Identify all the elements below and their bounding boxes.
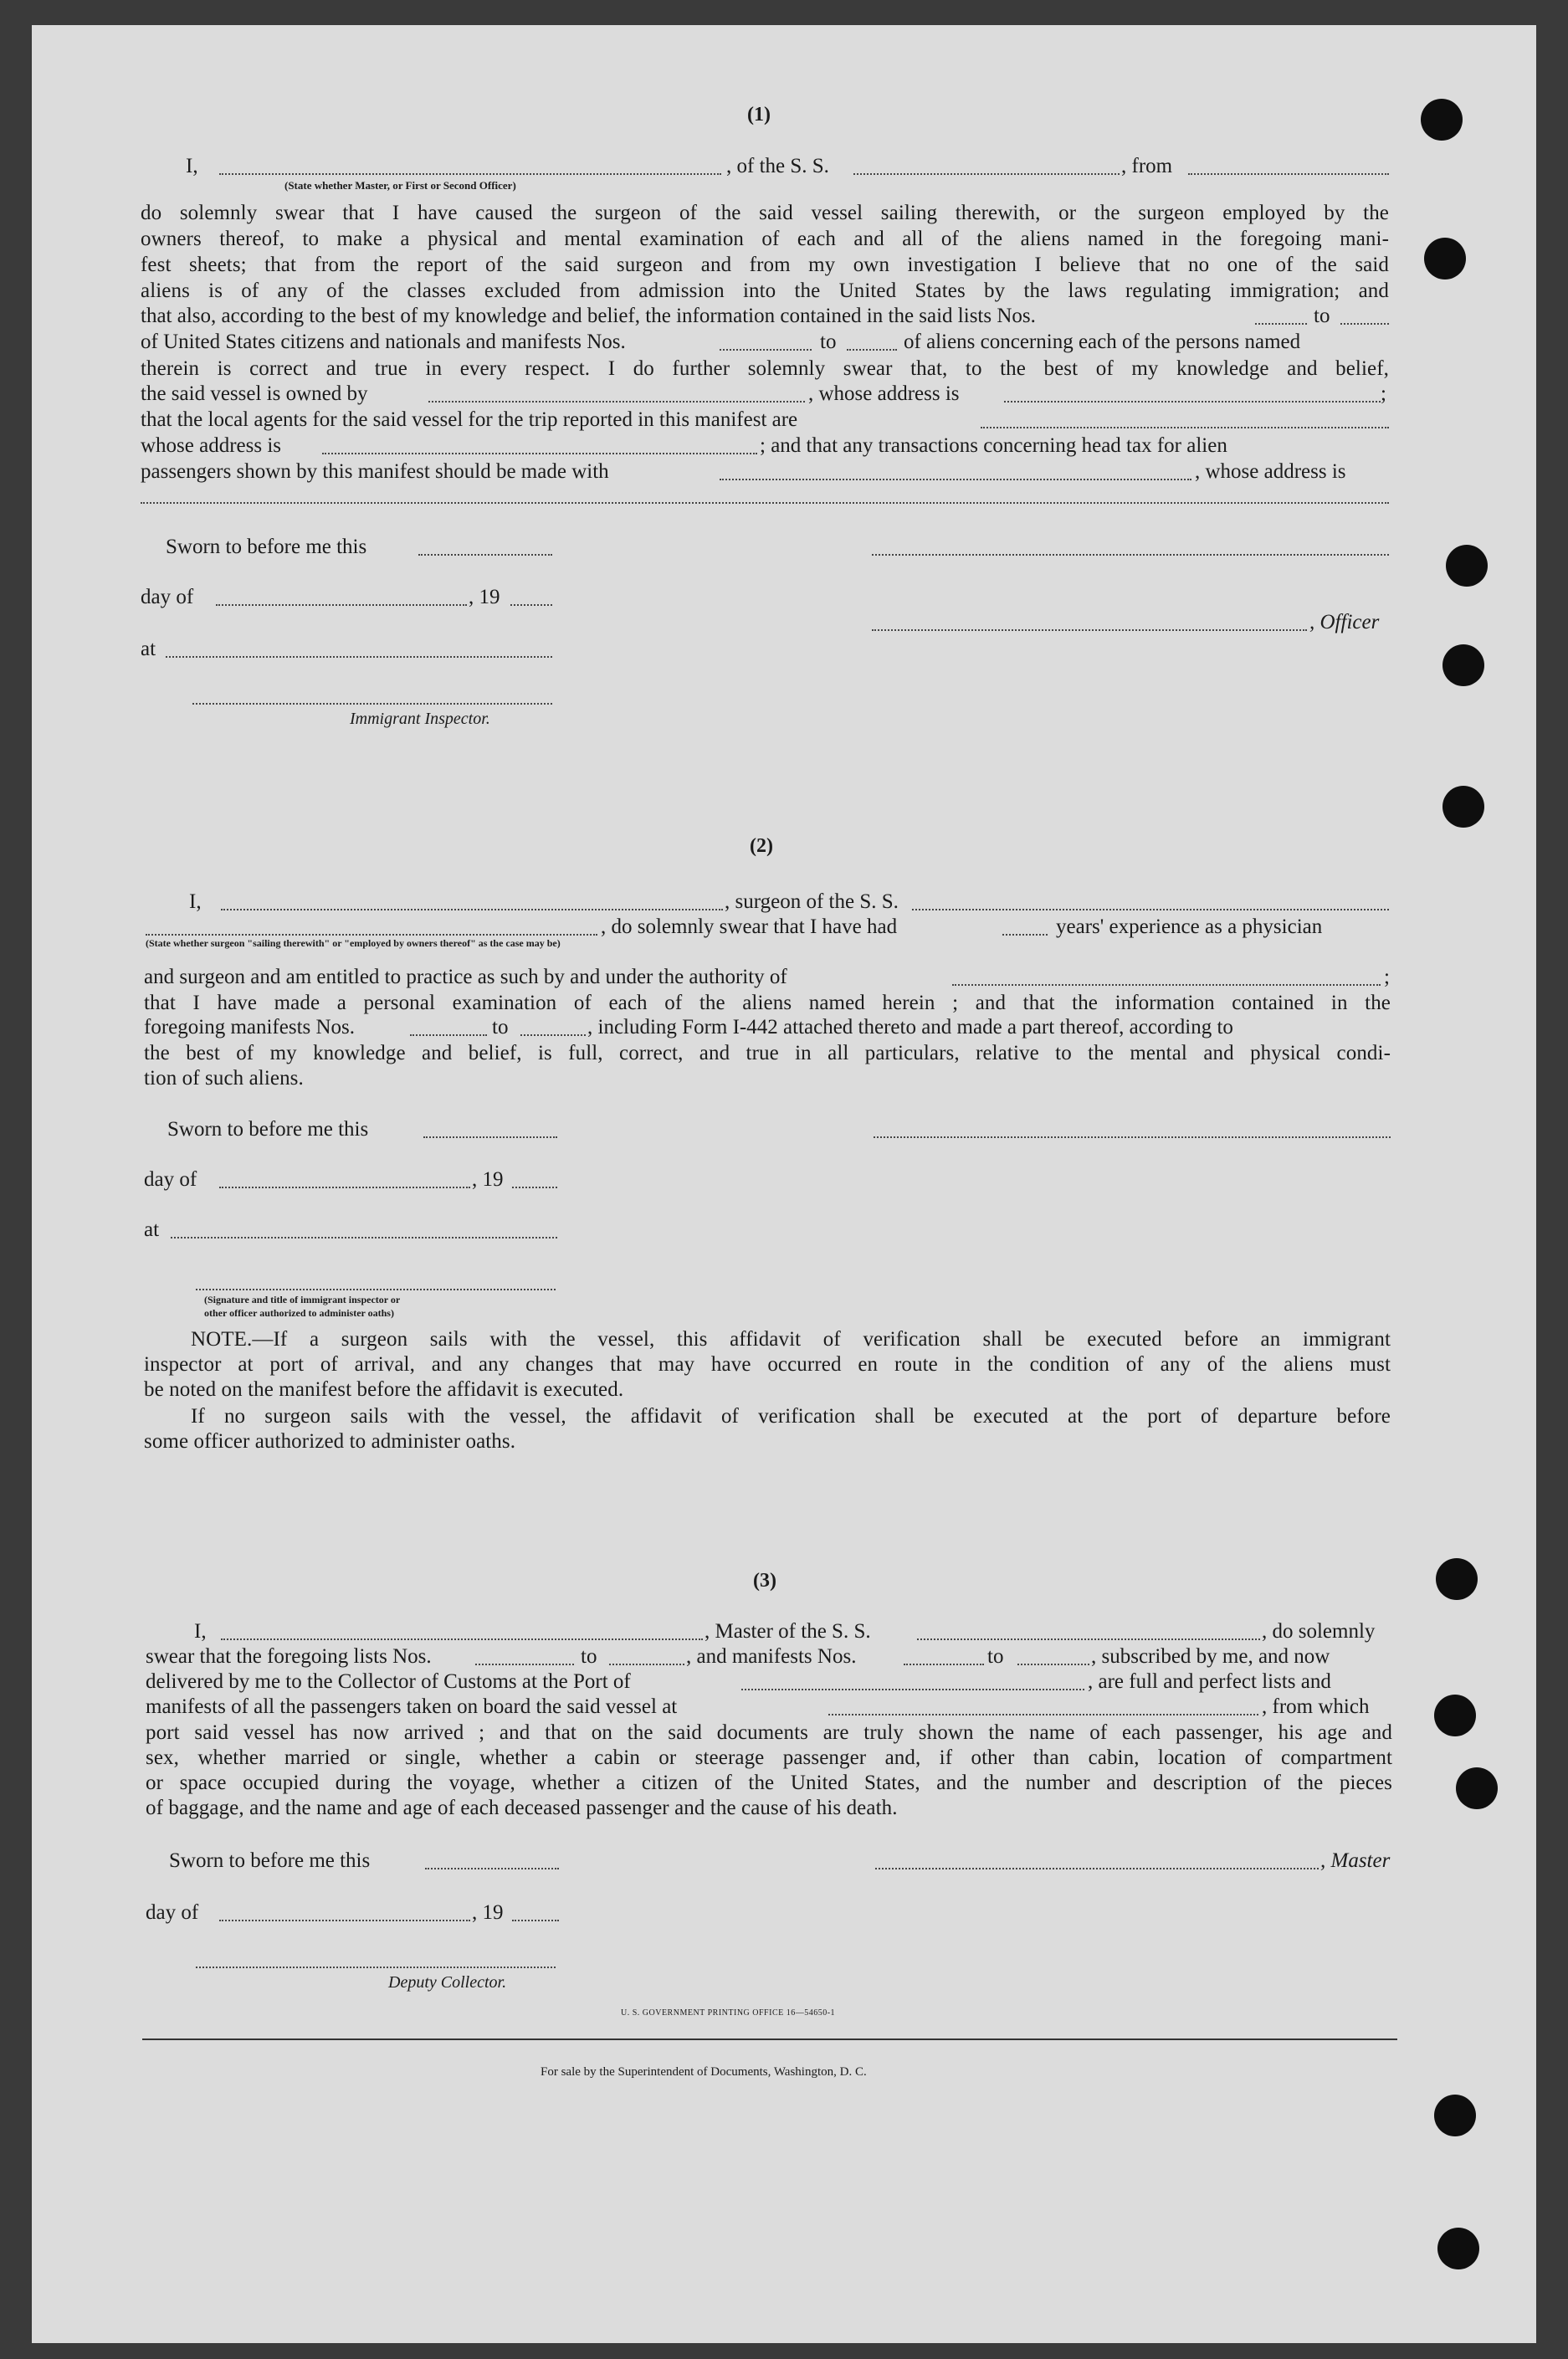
punch-hole: [1421, 99, 1463, 141]
oath-text: , do solemnly: [1262, 1620, 1376, 1643]
oath-text: of aliens concerning each of the persons named: [904, 331, 1301, 353]
punch-hole: [1442, 786, 1484, 828]
to-label: to: [987, 1645, 1004, 1668]
oath-text: , from which: [1262, 1695, 1370, 1718]
oath-text: that the local agents for the said vessel for the trip reported in this manifest are: [141, 408, 798, 431]
punctuation: ;: [1381, 382, 1386, 405]
punch-hole: [1442, 644, 1484, 686]
oath-text: manifests of all the passengers taken on board the said vessel at: [146, 1695, 678, 1718]
oath-text: therein is correct and true in every respect. I do further solemnly swear that, to the best of my knowledge and belief,: [141, 357, 1389, 380]
oath-text: passengers shown by this manifest should be made with: [141, 460, 609, 483]
oath-text: or space occupied during the voyage, whether a citizen of the United States, and the number and description of the pieces: [146, 1772, 1392, 1794]
inspector-caption: Immigrant Inspector.: [350, 710, 490, 728]
oath-text: owners thereof, to make a physical and mental examination of each and all of the aliens named in the foregoing mani-: [141, 228, 1389, 250]
section-2-number: (2): [750, 835, 773, 857]
oath-text: of United States citizens and nationals and manifests Nos.: [141, 331, 626, 353]
oath-text: of baggage, and the name and age of each deceased passenger and the cause of his death.: [146, 1797, 898, 1819]
footer-rule: [142, 2038, 1397, 2040]
oath-text: whose address is: [141, 434, 282, 457]
surgeon-label: I,: [189, 890, 202, 913]
oath-text: , subscribed by me, and now: [1091, 1645, 1330, 1668]
printing-office: U. S. GOVERNMENT PRINTING OFFICE 16—54650-1: [621, 2008, 836, 2018]
at-label: at: [141, 638, 156, 660]
master-label: I,: [194, 1620, 207, 1643]
oath-text: that I have made a personal examination of each of the aliens named herein ; and that the information contained in the: [144, 992, 1391, 1014]
declarant-label: I,: [186, 155, 198, 177]
oath-text: ; and that any transactions concerning head tax for alien: [760, 434, 1227, 457]
punch-hole: [1446, 545, 1488, 587]
note-text: be noted on the manifest before the affidavit is executed.: [144, 1378, 624, 1401]
note-text: some officer authorized to administer oaths.: [144, 1430, 516, 1453]
oath-text: swear that the foregoing lists Nos.: [146, 1645, 432, 1668]
year-label: , 19: [472, 1168, 504, 1191]
punctuation: ;: [1384, 966, 1390, 988]
note-text: If no surgeon sails with the vessel, the affidavit of verification shall be executed at the port of departure before: [191, 1405, 1391, 1428]
oath-text: years' experience as a physician: [1056, 915, 1323, 938]
oath-text: , Master of the S. S.: [705, 1620, 871, 1643]
signature-caption: (Signature and title of immigrant inspector or: [204, 1294, 401, 1305]
officer-caption: (State whether Master, or First or Second Officer): [284, 179, 516, 192]
oath-text: , whose address is: [1195, 460, 1346, 483]
to-label: to: [492, 1016, 509, 1038]
section-1-number: (1): [747, 104, 771, 126]
punch-hole: [1436, 1558, 1478, 1600]
oath-text: tion of such aliens.: [144, 1067, 304, 1090]
sworn-label: Sworn to before me this: [169, 1849, 371, 1872]
sworn-label: Sworn to before me this: [167, 1118, 369, 1141]
to-label: to: [820, 331, 837, 353]
oath-text: foregoing manifests Nos.: [144, 1016, 356, 1038]
oath-text: , are full and perfect lists and: [1088, 1670, 1331, 1693]
day-label: day of: [141, 586, 194, 608]
oath-text: and surgeon and am entitled to practice as such by and under the authority of: [144, 966, 787, 988]
officer-label: , Officer: [1309, 611, 1380, 633]
note-text: inspector at port of arrival, and any changes that may have occurred en route in the condition of any of the aliens must: [144, 1353, 1391, 1376]
day-label: day of: [146, 1901, 199, 1924]
year-label: , 19: [469, 586, 500, 608]
punch-hole: [1434, 1695, 1476, 1736]
oath-text: the said vessel is owned by: [141, 382, 368, 405]
sworn-label: Sworn to before me this: [166, 536, 367, 558]
oath-text: aliens is of any of the classes excluded from admission into the United States by the laws regulating immigration; and: [141, 279, 1389, 302]
surgeon-caption: (State whether surgeon "sailing therewith" or "employed by owners thereof" as the case may be): [146, 937, 561, 949]
section-3-number: (3): [753, 1570, 776, 1592]
oath-text: , and manifests Nos.: [686, 1645, 857, 1668]
oath-text: that also, according to the best of my knowledge and belief, the information contained in the said lists Nos.: [141, 305, 1036, 327]
day-label: day of: [144, 1168, 197, 1191]
ship-label: , of the S. S.: [726, 155, 829, 177]
to-label: to: [581, 1645, 597, 1668]
for-sale-note: For sale by the Superintendent of Documents, Washington, D. C.: [541, 2065, 867, 2079]
at-label: at: [144, 1218, 160, 1241]
oath-text: delivered by me to the Collector of Customs at the Port of: [146, 1670, 631, 1693]
oath-text: fest sheets; that from the report of the said surgeon and from my own investigation I believe that no one of the said: [141, 254, 1389, 276]
oath-text: sex, whether married or single, whether a cabin or steerage passenger and, if other than cabin, location of compartment: [146, 1746, 1392, 1769]
oath-text: , surgeon of the S. S.: [725, 890, 899, 913]
oath-text: , do solemnly swear that I have had: [601, 915, 898, 938]
oath-text: do solemnly swear that I have caused the surgeon of the said vessel sailing therewith, or the surgeon employed by the: [141, 202, 1389, 224]
oath-text: , including Form I-442 attached thereto and made a part thereof, according to: [587, 1016, 1233, 1038]
from-label: , from: [1121, 155, 1173, 177]
year-label: , 19: [472, 1901, 504, 1924]
to-label: to: [1314, 305, 1330, 327]
oath-text: , whose address is: [808, 382, 960, 405]
deputy-caption: Deputy Collector.: [388, 1973, 507, 1992]
signature-caption: other officer authorized to administer oaths): [204, 1307, 394, 1319]
punch-hole: [1434, 2095, 1476, 2136]
master-signature-label: , Master: [1320, 1849, 1391, 1872]
punch-hole: [1437, 2228, 1479, 2269]
note-text: NOTE.—If a surgeon sails with the vessel, this affidavit of verification shall be executed before an immigrant: [191, 1328, 1391, 1351]
oath-text: port said vessel has now arrived ; and that on the said documents are truly shown the name of each passenger, his age and: [146, 1721, 1392, 1744]
punch-hole: [1424, 238, 1466, 279]
oath-text: the best of my knowledge and belief, is full, correct, and true in all particulars, relative to the mental and physical condi-: [144, 1042, 1391, 1064]
